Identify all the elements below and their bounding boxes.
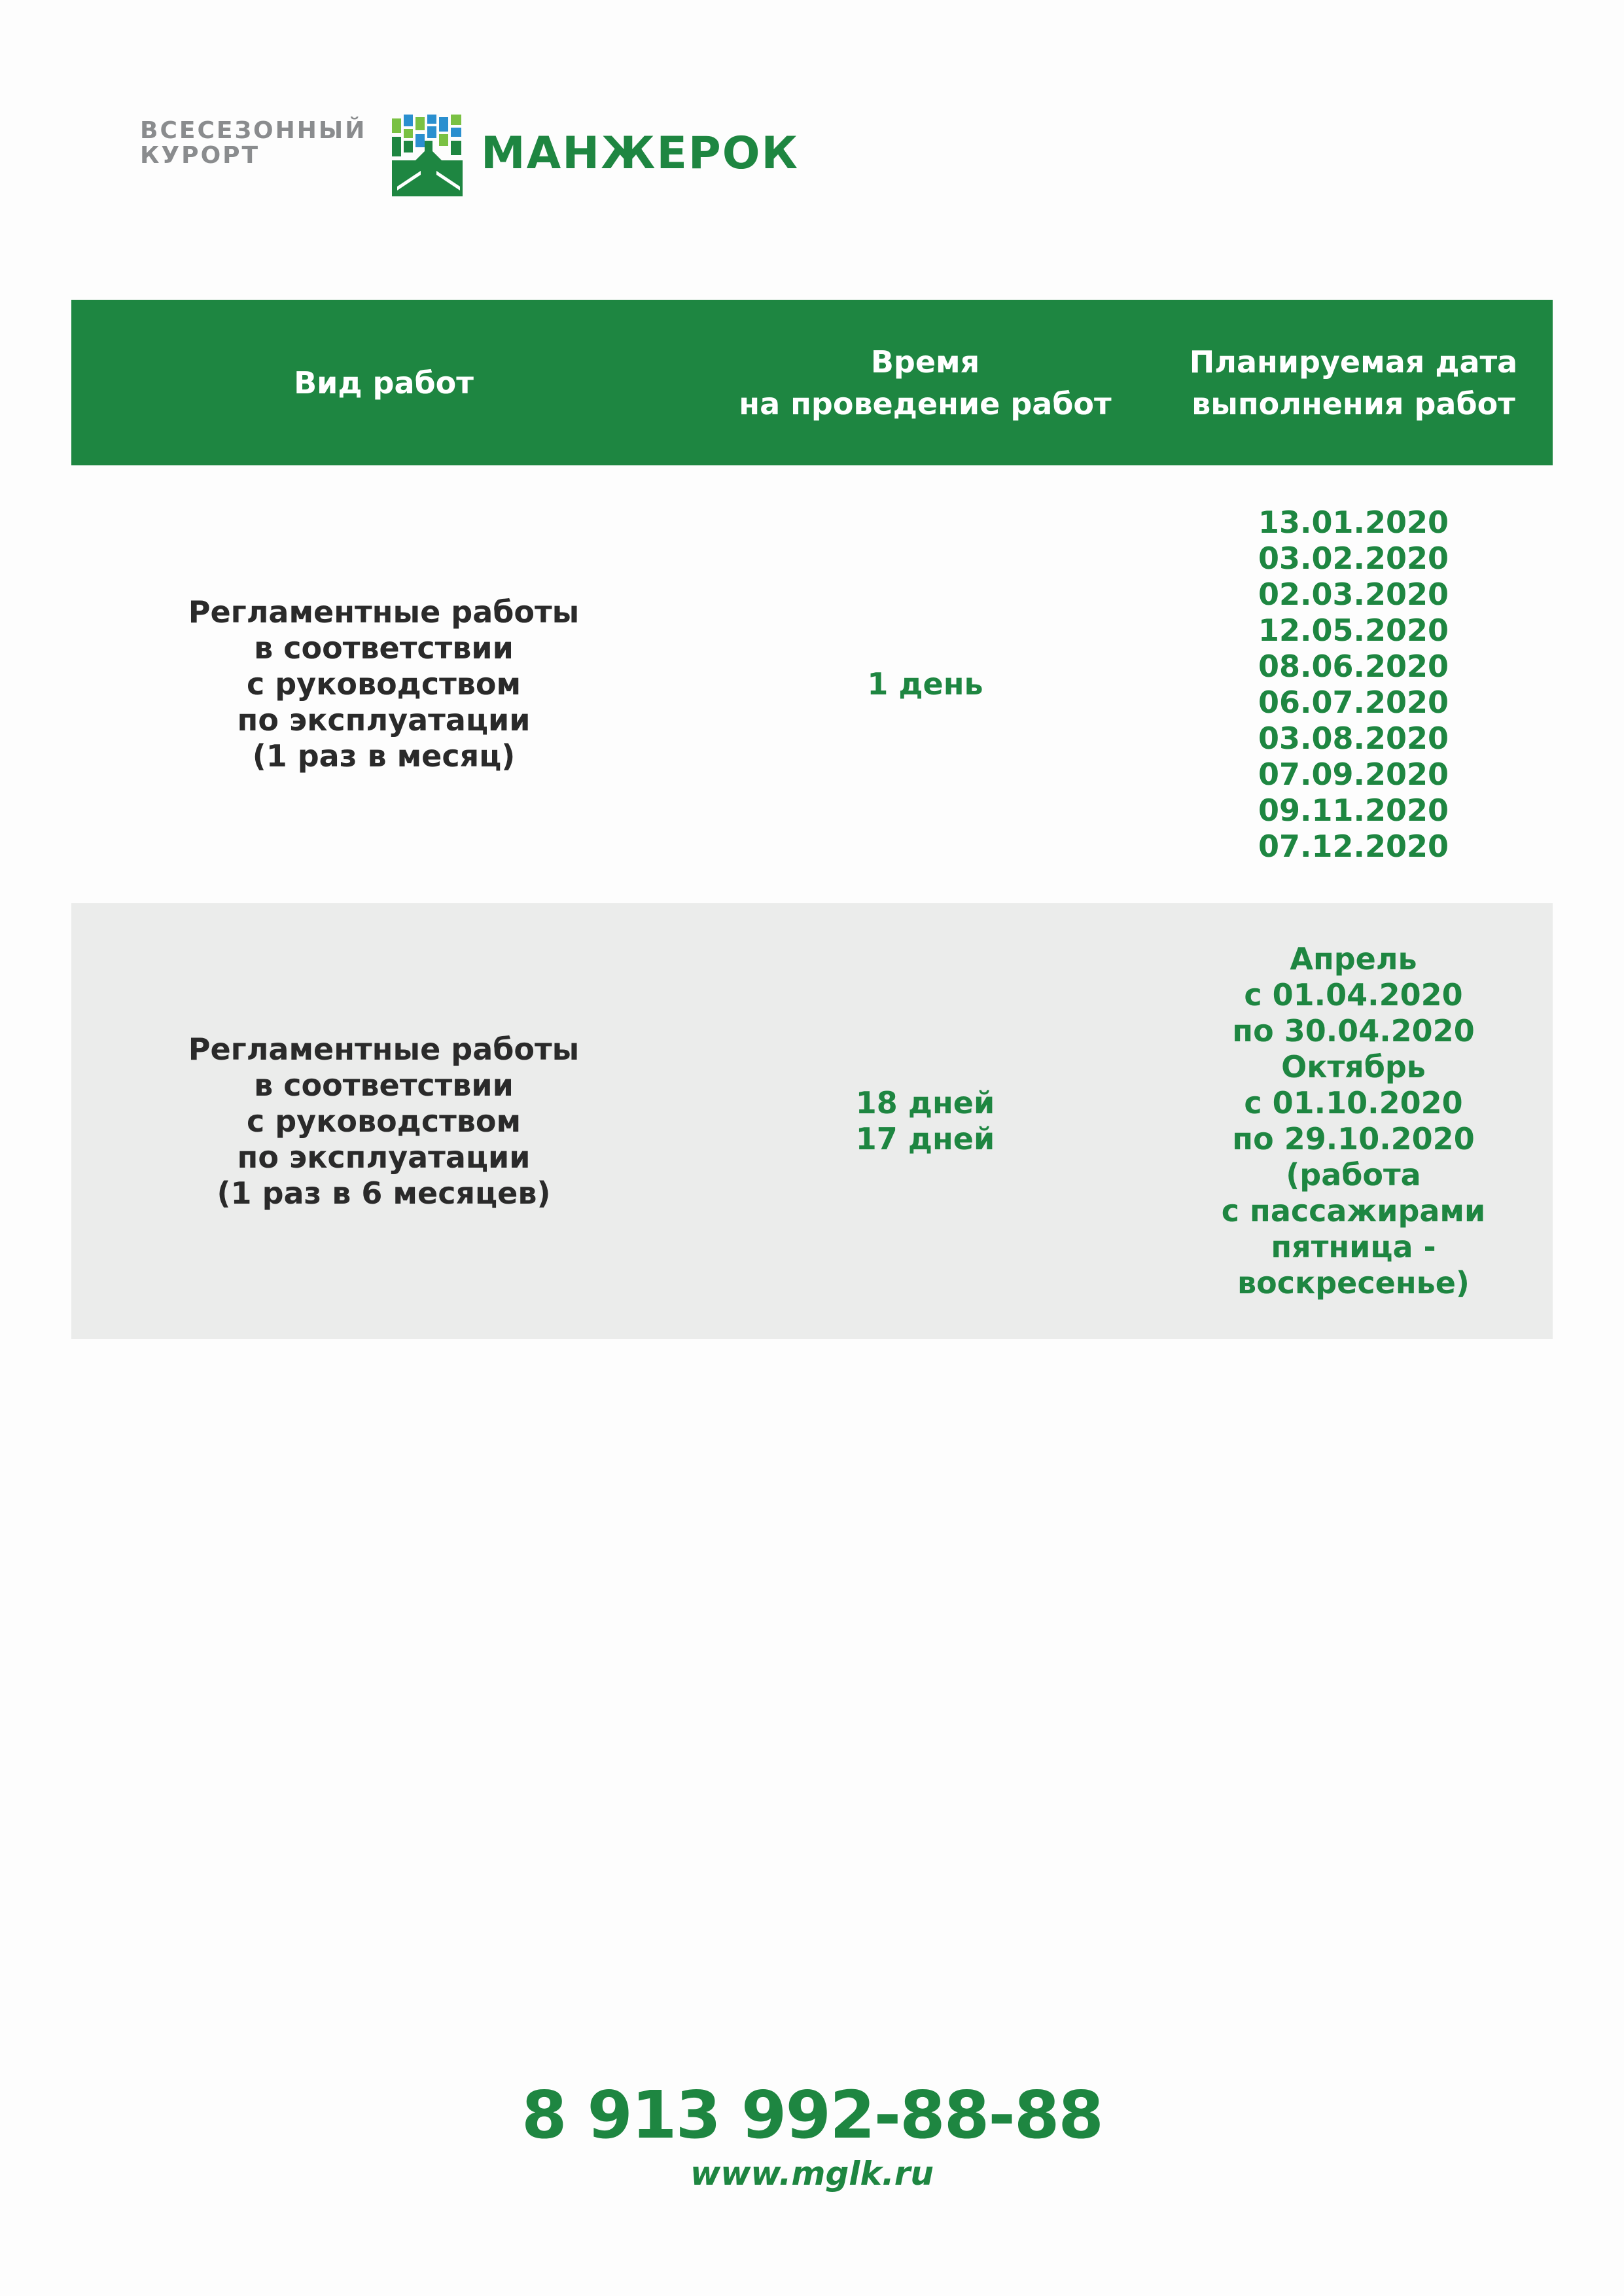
planned-date-cell: Апрель с 01.04.2020 по 30.04.2020 Октябрь с 01.10.2020 по 29.10.2020 (работа с пассажирами пятница - воскресенье) — [1221, 941, 1486, 1300]
work-type-cell: Регламентные работы в соответствии с руководством по эксплуатации (1 раз в месяц) — [188, 594, 580, 774]
column-header-duration: Время на проведение работ — [739, 344, 1112, 422]
table-row — [71, 903, 1553, 1339]
table-row — [71, 465, 1553, 903]
work-type-cell: Регламентные работы в соответствии с руководством по эксплуатации (1 раз в 6 месяцев) — [188, 1031, 580, 1211]
logo-header — [137, 115, 800, 200]
duration-cell: 1 день — [867, 666, 983, 702]
tagline-line-2: КУРОРТ — [140, 142, 260, 169]
brand-name: МАНЖЕРОК — [481, 128, 800, 179]
tagline — [140, 118, 366, 168]
table-header — [71, 300, 1553, 465]
contact-phone: 8 913 992-88-88 — [521, 2077, 1103, 2153]
tree-logo-icon — [389, 115, 468, 196]
maintenance-schedule-table — [71, 300, 1553, 1339]
column-header-work-type: Вид работ — [294, 365, 474, 401]
planned-date-cell: 13.01.2020 03.02.2020 02.03.2020 12.05.2020 08.06.2020 06.07.2020 03.08.2020 07.09.2020 09.11.2020 07.12.2020 — [1258, 504, 1449, 864]
tagline-line-1: ВСЕСЕЗОННЫЙ — [140, 117, 367, 144]
duration-cell: 18 дней 17 дней — [855, 1085, 995, 1157]
column-header-planned-date: Планируемая дата выполнения работ — [1189, 344, 1518, 422]
website-link[interactable]: www.mglk.ru — [690, 2155, 934, 2193]
